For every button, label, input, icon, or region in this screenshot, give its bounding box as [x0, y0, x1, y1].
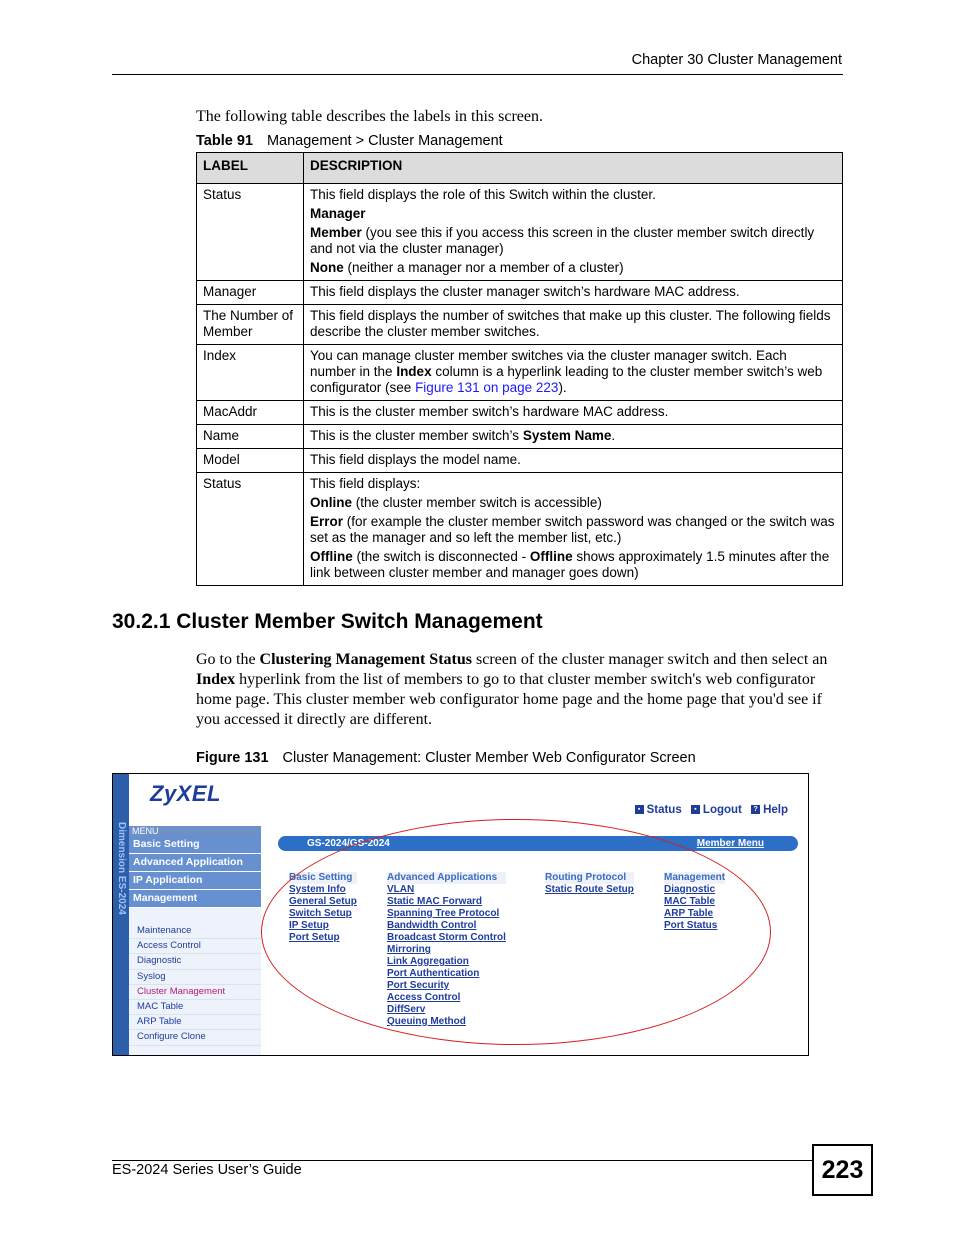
link-diagnostic[interactable]: Diagnostic	[664, 884, 716, 895]
menu-cluster-management[interactable]: Cluster Management	[129, 985, 261, 1000]
link-mirroring[interactable]: Mirroring	[387, 944, 431, 955]
link-system-info[interactable]: System Info	[289, 884, 346, 895]
column-head: Advanced Applications	[387, 872, 506, 884]
desc-text: (you see this if you access this screen in the cluster member switch directly and not via the cluster manager)	[310, 225, 815, 256]
table-row	[197, 449, 843, 473]
intro-text: The following table describes the labels in this screen.	[196, 108, 544, 125]
col-label-header: LABEL	[197, 153, 304, 184]
link-static-mac-forward[interactable]: Static MAC Forward	[387, 896, 483, 907]
row-label: Name	[197, 425, 304, 449]
menu-basic-setting[interactable]: Basic Setting	[129, 836, 261, 854]
table-row	[197, 184, 843, 281]
desc-bold: None	[310, 260, 344, 275]
logout-link[interactable]: Logout	[702, 804, 742, 816]
desc-bold: Online	[310, 495, 353, 510]
web-configurator-screenshot	[112, 773, 809, 1056]
menu-diagnostic[interactable]: Diagnostic	[129, 954, 261, 969]
figure-link[interactable]: Figure 131 on page 223	[415, 380, 559, 395]
desc-text: column is a hyperlink leading to the cluster member switch’s web configurator (see	[310, 364, 823, 395]
table-row	[197, 401, 843, 425]
row-label: The Number of Member	[197, 305, 304, 345]
menu-maintenance[interactable]: Maintenance	[129, 924, 261, 939]
column-head: Management	[664, 872, 726, 883]
header-rule	[112, 74, 843, 75]
status-icon: ▪	[635, 805, 644, 814]
table-row	[197, 305, 843, 345]
link-vlan[interactable]: VLAN	[387, 884, 415, 895]
figure-caption-label: Figure 131	[196, 750, 269, 766]
row-label: MacAddr	[197, 401, 304, 425]
desc-text: shows approximately 1.5 minutes after the link between cluster member and manager goes down)	[310, 549, 830, 580]
desc-bold: System Name	[522, 428, 612, 443]
desc-para: This field displays the role of this Switch within the cluster.	[310, 187, 656, 202]
footer-guide-title: ES-2024 Series User’s Guide	[112, 1162, 302, 1178]
desc-text: .	[611, 428, 616, 443]
brand-side-strip	[113, 774, 129, 1055]
menu-head: MENU	[129, 826, 261, 836]
figure-caption	[196, 750, 696, 766]
configurator-topbar	[113, 774, 808, 826]
link-bandwidth-control[interactable]: Bandwidth Control	[387, 920, 477, 931]
link-general-setup[interactable]: General Setup	[289, 896, 357, 907]
row-label: Index	[197, 345, 304, 401]
page-number: 223	[812, 1144, 873, 1196]
help-link[interactable]: Help	[763, 804, 788, 816]
row-label: Status	[197, 184, 304, 281]
link-spanning-tree[interactable]: Spanning Tree Protocol	[387, 908, 500, 919]
row-description: This field displays the number of switches that make up this cluster. The following fields describe the cluster member switches.	[304, 305, 843, 345]
menu-advanced-application[interactable]: Advanced Application	[129, 854, 261, 872]
desc-text: (for example the cluster member switch password was changed or the switch was set as the manager and so left the member list, etc.)	[310, 514, 835, 545]
section-heading: 30.2.1 Cluster Member Switch Management	[112, 610, 543, 633]
top-links	[629, 804, 788, 816]
side-brand-text: Dimension ES-2024	[116, 822, 127, 915]
link-port-status[interactable]: Port Status	[664, 920, 718, 931]
table-row	[197, 425, 843, 449]
desc-text: You can manage cluster member switches via the cluster manager switch. Each number in the	[310, 348, 787, 379]
link-mac-table[interactable]: MAC Table	[664, 896, 715, 907]
link-diffserv[interactable]: DiffServ	[387, 1004, 426, 1015]
desc-text: (the switch is disconnected -	[352, 549, 530, 564]
help-icon: ?	[751, 805, 760, 814]
row-description	[304, 425, 843, 449]
col-description-header: DESCRIPTION	[304, 153, 843, 184]
table-caption	[196, 133, 503, 149]
row-label: Status	[197, 473, 304, 586]
desc-para: This field displays:	[310, 476, 421, 491]
table-row	[197, 281, 843, 305]
table-row	[197, 345, 843, 401]
highlight-ellipse	[261, 819, 771, 1045]
link-switch-setup[interactable]: Switch Setup	[289, 908, 352, 919]
row-description	[304, 184, 843, 281]
desc-text: (the cluster member switch is accessible)	[352, 495, 602, 510]
link-port-setup[interactable]: Port Setup	[289, 932, 340, 943]
column-head: Routing Protocol	[545, 872, 634, 884]
figure-caption-text: Cluster Management: Cluster Member Web Configurator Screen	[282, 750, 696, 766]
desc-bold: Offline	[310, 549, 353, 564]
menu-arp-table[interactable]: ARP Table	[129, 1015, 261, 1030]
desc-text: This is the cluster member switch’s	[310, 428, 523, 443]
row-label: Manager	[197, 281, 304, 305]
table-row	[197, 473, 843, 586]
menu-access-control[interactable]: Access Control	[129, 939, 261, 954]
link-arp-table[interactable]: ARP Table	[664, 908, 714, 919]
desc-bold: Manager	[310, 206, 366, 221]
zyxel-logo: ZyXEL	[150, 781, 221, 806]
link-port-authentication[interactable]: Port Authentication	[387, 968, 480, 979]
menu-ip-application[interactable]: IP Application	[129, 872, 261, 890]
table-header-row	[197, 153, 843, 184]
desc-text: (neither a manager nor a member of a cluster)	[343, 260, 624, 275]
menu-configure-clone[interactable]: Configure Clone	[129, 1030, 261, 1045]
link-link-aggregation[interactable]: Link Aggregation	[387, 956, 469, 967]
row-description: This field displays the model name.	[304, 449, 843, 473]
desc-bold: Member	[310, 225, 362, 240]
desc-bold: Offline	[529, 549, 573, 564]
status-link[interactable]: Status	[646, 804, 682, 816]
column-head: Basic Setting	[289, 872, 357, 884]
row-description: This is the cluster member switch’s hardware MAC address.	[304, 401, 843, 425]
desc-bold: Index	[396, 364, 432, 379]
member-menu-link[interactable]: Member Menu	[696, 838, 764, 849]
menu-management[interactable]: Management	[129, 890, 261, 908]
row-label: Model	[197, 449, 304, 473]
link-ip-setup[interactable]: IP Setup	[289, 920, 329, 931]
link-broadcast-storm[interactable]: Broadcast Storm Control	[387, 932, 506, 943]
link-access-control[interactable]: Access Control	[387, 992, 461, 1003]
device-crumb: GS-2024/GS-2024	[307, 838, 390, 849]
table-caption-text: Management > Cluster Management	[266, 133, 503, 149]
row-description: This field displays the cluster manager switch’s hardware MAC address.	[304, 281, 843, 305]
logout-icon: ▪	[691, 805, 700, 814]
side-menu	[129, 826, 261, 1055]
link-port-security[interactable]: Port Security	[387, 980, 450, 991]
link-static-route-setup[interactable]: Static Route Setup	[545, 884, 634, 895]
row-description	[304, 345, 843, 401]
menu-mac-table[interactable]: MAC Table	[129, 1000, 261, 1015]
row-description	[304, 473, 843, 586]
menu-syslog[interactable]: Syslog	[129, 970, 261, 985]
link-queuing-method[interactable]: Queuing Method	[387, 1016, 466, 1027]
footer-rule	[112, 1160, 812, 1161]
table-caption-label: Table 91	[196, 133, 253, 149]
labels-table	[196, 152, 843, 586]
section-paragraph: Go to the Clustering Management Status screen of the cluster manager switch and then select an Index hyperlink from the list of members to go to that cluster member switch's web configurator home page. This cluster member web configurator home page and the home page that you'd see if you accessed it directly are different.	[196, 651, 828, 728]
chapter-header: Chapter 30 Cluster Management	[631, 52, 842, 68]
desc-text: ).	[558, 380, 567, 395]
desc-bold: Error	[310, 514, 344, 529]
